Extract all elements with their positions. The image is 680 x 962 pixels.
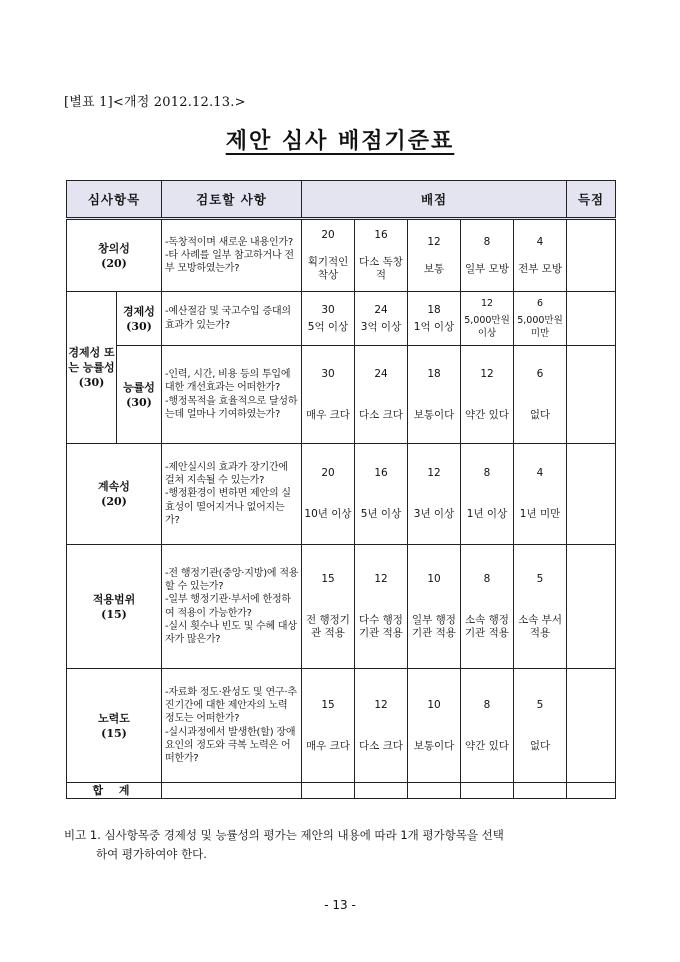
score-desc: 다소 크다 bbox=[359, 739, 403, 752]
review-line: -실시과정에서 발생한(할) 장애요인의 정도와 극복 노력은 어떠한가? bbox=[165, 726, 296, 764]
score-points: 12 bbox=[374, 698, 388, 711]
score-points: 12 bbox=[427, 235, 441, 248]
header-gain: 득점 bbox=[567, 181, 616, 219]
review-line: -일부 행정기관·부서에 한정하여 적용이 가능한가? bbox=[165, 594, 291, 619]
score-desc: 전부 모방 bbox=[518, 262, 562, 275]
review-cell bbox=[162, 669, 302, 783]
document-header: [별표 1]<개정 2012.12.13.> bbox=[64, 95, 246, 110]
score-cell bbox=[408, 444, 461, 545]
score-points: 18 bbox=[427, 367, 441, 380]
category-weight: (20) bbox=[101, 256, 127, 270]
category-name: 경제성 또는 능률성 bbox=[68, 346, 115, 374]
score-points: 20 bbox=[321, 467, 335, 479]
total-blank bbox=[408, 783, 461, 799]
score-desc: 일부 모방 bbox=[465, 262, 509, 275]
header-row bbox=[67, 181, 616, 219]
score-desc: 없다 bbox=[529, 739, 551, 752]
score-points: 12 bbox=[480, 298, 494, 309]
score-cell bbox=[514, 346, 567, 444]
score-points: 30 bbox=[321, 303, 335, 316]
gain-cell[interactable] bbox=[567, 219, 616, 292]
score-points: 18 bbox=[427, 303, 441, 316]
subcategory-name: 경제성 bbox=[123, 304, 155, 318]
row-scope bbox=[67, 545, 616, 669]
score-cell bbox=[514, 292, 567, 346]
review-cell bbox=[162, 292, 302, 346]
score-points: 6 bbox=[537, 298, 544, 309]
review-cell bbox=[162, 346, 302, 444]
header-review: 검토할 사항 bbox=[162, 181, 302, 219]
score-points: 4 bbox=[536, 235, 544, 248]
score-points: 8 bbox=[483, 573, 491, 585]
review-line: -행정목적을 효율적으로 달성하는데 얼마나 기여하였는가? bbox=[165, 395, 298, 420]
score-points: 8 bbox=[483, 467, 491, 479]
score-points: 5 bbox=[536, 698, 544, 711]
row-continuity bbox=[67, 444, 616, 545]
subcategory-cell bbox=[117, 346, 162, 444]
score-desc: 약간 있다 bbox=[465, 408, 509, 421]
gain-cell[interactable] bbox=[567, 669, 616, 783]
remarks-line-1: 비고 1. 심사항목중 경제성 및 능률성의 평가는 제안의 내용에 따라 1개 평가항목을 선택 bbox=[64, 828, 504, 842]
score-cell bbox=[408, 292, 461, 346]
score-cell bbox=[408, 346, 461, 444]
score-points: 16 bbox=[374, 229, 388, 241]
review-line: -예산절감 및 국고수입 증대의 효과가 있는가? bbox=[165, 306, 291, 331]
category-name: 적용범위 bbox=[92, 592, 136, 606]
row-economy bbox=[67, 292, 616, 346]
page-title-text: 제안 심사 배점기준표 bbox=[225, 128, 455, 154]
score-points: 24 bbox=[374, 303, 388, 316]
review-line: -제안실시의 효과가 장기간에 걸쳐 지속될 수 있는가? bbox=[165, 461, 288, 487]
score-cell bbox=[461, 545, 514, 669]
category-weight: (20) bbox=[101, 495, 127, 508]
score-points: 15 bbox=[321, 698, 335, 711]
score-desc: 전 행정기관 적용 bbox=[306, 614, 350, 639]
score-points: 30 bbox=[321, 367, 335, 380]
gain-cell[interactable] bbox=[567, 346, 616, 444]
score-cell bbox=[461, 444, 514, 545]
review-line: -실시 횟수나 빈도 및 수혜 대상자가 많은가? bbox=[165, 620, 297, 645]
score-desc: 다소 크다 bbox=[359, 408, 403, 421]
score-cell bbox=[461, 346, 514, 444]
score-points: 5 bbox=[536, 573, 544, 585]
gain-cell[interactable] bbox=[567, 292, 616, 346]
score-cell bbox=[302, 444, 355, 545]
score-desc: 1억 이상 bbox=[413, 320, 455, 333]
review-line: -인력, 시간, 비용 등의 투입에 대한 개선효과는 어떠한가? bbox=[165, 369, 291, 394]
score-points: 20 bbox=[321, 229, 335, 241]
category-weight: (30) bbox=[78, 376, 105, 389]
remarks-line-2: 하여 평가하여야 한다. bbox=[96, 847, 207, 861]
score-desc: 5,000만원 이상 bbox=[464, 315, 510, 339]
score-points: 15 bbox=[321, 573, 335, 585]
subcategory-name: 능률성 bbox=[123, 380, 155, 394]
score-cell bbox=[355, 444, 408, 545]
score-points: 8 bbox=[483, 698, 491, 711]
category-name: 노력도 bbox=[98, 711, 130, 725]
score-desc: 보통이다 bbox=[413, 408, 455, 421]
subcategory-weight: (30) bbox=[126, 319, 152, 333]
score-desc: 소속 행정기관 적용 bbox=[465, 614, 509, 639]
score-cell bbox=[302, 292, 355, 346]
score-cell bbox=[461, 292, 514, 346]
score-cell bbox=[461, 219, 514, 292]
score-desc: 약간 있다 bbox=[465, 739, 509, 752]
score-points: 4 bbox=[536, 467, 544, 479]
review-cell bbox=[162, 545, 302, 669]
score-desc: 1년 이상 bbox=[466, 508, 508, 520]
score-desc: 3억 이상 bbox=[360, 320, 402, 333]
category-cell bbox=[67, 292, 117, 444]
category-cell bbox=[67, 219, 162, 292]
score-cell bbox=[302, 669, 355, 783]
header-score: 배점 bbox=[302, 181, 567, 219]
total-blank bbox=[461, 783, 514, 799]
score-cell bbox=[514, 219, 567, 292]
score-points: 12 bbox=[427, 467, 441, 479]
review-cell bbox=[162, 219, 302, 292]
score-desc: 획기적인 착상 bbox=[307, 256, 349, 281]
score-desc: 일부 행정기관 적용 bbox=[412, 614, 456, 639]
row-creativity bbox=[67, 219, 616, 292]
score-cell bbox=[408, 545, 461, 669]
score-points: 10 bbox=[427, 573, 441, 585]
total-blank bbox=[355, 783, 408, 799]
score-cell bbox=[408, 669, 461, 783]
total-blank bbox=[514, 783, 567, 799]
score-cell bbox=[355, 346, 408, 444]
review-line: -독창적이며 새로운 내용인가? bbox=[165, 236, 293, 248]
row-total bbox=[67, 783, 616, 799]
total-blank bbox=[302, 783, 355, 799]
total-gain-cell[interactable] bbox=[567, 783, 616, 799]
score-desc: 보통이다 bbox=[413, 739, 455, 752]
header-item: 심사항목 bbox=[67, 181, 162, 219]
category-weight: (15) bbox=[101, 726, 127, 740]
score-cell bbox=[514, 669, 567, 783]
score-desc: 보통 bbox=[423, 262, 445, 275]
score-desc: 1년 미만 bbox=[519, 508, 561, 520]
score-desc: 다소 독창적 bbox=[359, 256, 403, 281]
score-desc: 매우 크다 bbox=[306, 408, 350, 421]
score-desc: 3년 이상 bbox=[413, 508, 455, 520]
score-desc: 다수 행정기관 적용 bbox=[359, 614, 403, 639]
score-desc: 5억 이상 bbox=[307, 320, 349, 333]
score-points: 12 bbox=[480, 367, 494, 380]
score-cell bbox=[408, 219, 461, 292]
score-desc: 소속 부서 적용 bbox=[518, 614, 562, 639]
score-desc: 매우 크다 bbox=[306, 739, 350, 752]
total-label: 합 계 bbox=[67, 783, 162, 799]
score-points: 6 bbox=[536, 367, 544, 380]
score-points: 8 bbox=[483, 235, 491, 248]
score-desc: 없다 bbox=[529, 408, 551, 421]
category-name: 창의성 bbox=[98, 241, 130, 255]
total-blank bbox=[162, 783, 302, 799]
score-points: 12 bbox=[374, 573, 388, 585]
category-cell bbox=[67, 669, 162, 783]
score-cell bbox=[355, 545, 408, 669]
review-line: -자료화 정도·완성도 및 연구·추진기간에 대한 제안자의 노력 정도는 어떠한가? bbox=[165, 686, 297, 725]
category-weight: (15) bbox=[101, 607, 127, 621]
scoring-table bbox=[66, 180, 616, 799]
score-points: 16 bbox=[374, 467, 388, 479]
review-line: -전 행정기관(중앙·지방)에 적용할 수 있는가? bbox=[165, 567, 299, 593]
subcategory-cell bbox=[117, 292, 162, 346]
row-effort bbox=[67, 669, 616, 783]
row-efficiency bbox=[67, 346, 616, 444]
gain-cell[interactable] bbox=[567, 545, 616, 669]
score-cell bbox=[355, 292, 408, 346]
score-cell bbox=[461, 669, 514, 783]
score-desc: 5,000만원 미만 bbox=[517, 315, 563, 339]
remarks-note bbox=[64, 826, 624, 864]
score-cell bbox=[302, 545, 355, 669]
score-cell bbox=[355, 669, 408, 783]
page-title bbox=[0, 124, 680, 155]
score-cell bbox=[302, 219, 355, 292]
gain-cell[interactable] bbox=[567, 444, 616, 545]
review-line: -행정환경이 변하면 제안의 실효성이 떨어지거나 없어지는가? bbox=[165, 488, 291, 526]
review-cell bbox=[162, 444, 302, 545]
score-cell bbox=[302, 346, 355, 444]
page-number: - 13 - bbox=[324, 898, 356, 912]
score-points: 10 bbox=[427, 698, 441, 711]
category-name: 계속성 bbox=[98, 480, 130, 493]
review-line: -타 사례를 일부 참고하거나 전부 모방하였는가? bbox=[165, 249, 294, 275]
score-desc: 10년 이상 bbox=[304, 508, 352, 520]
score-desc: 5년 이상 bbox=[360, 508, 402, 520]
subcategory-weight: (30) bbox=[126, 395, 152, 409]
score-cell bbox=[355, 219, 408, 292]
category-cell bbox=[67, 444, 162, 545]
score-cell bbox=[514, 545, 567, 669]
score-points: 24 bbox=[374, 367, 388, 380]
score-cell bbox=[514, 444, 567, 545]
category-cell bbox=[67, 545, 162, 669]
